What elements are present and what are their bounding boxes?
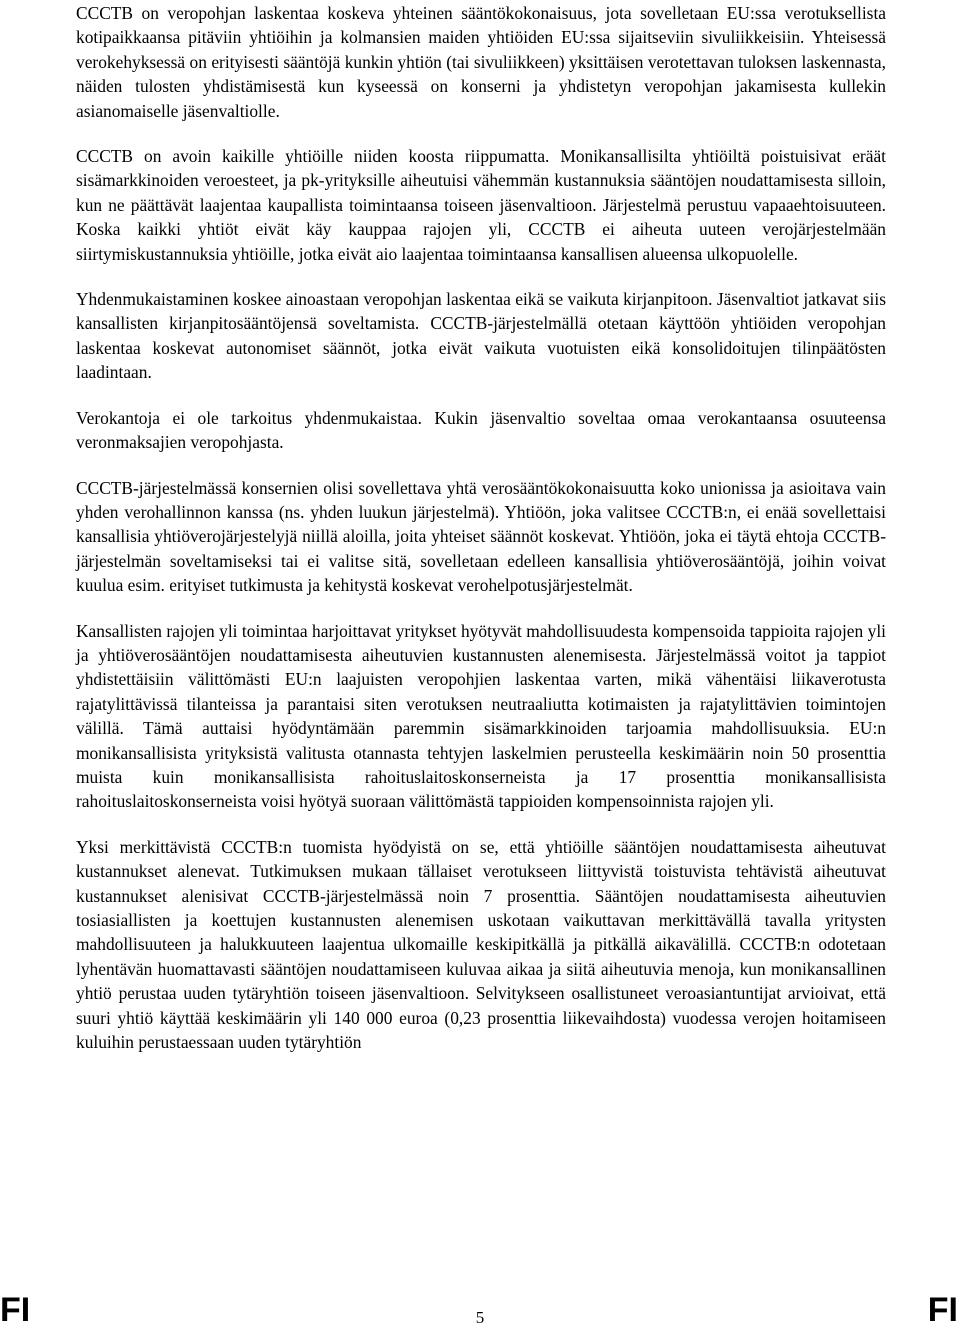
language-code-left: FI: [0, 1291, 31, 1329]
paragraph-7: Yksi merkittävistä CCCTB:n tuomista hyödyistä on se, että yhtiöille sääntöjen noudattamisesta aiheutuvat kustannukset alenevat. Tutkimuksen mukaan tällaiset verotukseen liittyvistä toistuvista tehtävistä aiheutuvat kustannukset alenisivat CCCTB-järjestelmässä noin 7 prosenttia. Sääntöjen noudattamisesta aiheutuvien tosiasiallisten ja koettujen kustannusten alenemisen uskotaan vaikuttavan merkittävällä tavalla yritysten mahdollisuuteen ja halukkuuteen laajentua ulkomaille keskipitkällä ja pitkällä aikavälillä. CCCTB:n odotetaan lyhentävän huomattavasti sääntöjen noudattamiseen kuluvaa aikaa ja siitä aiheutuvia menoja, kun monikansallinen yhtiö perustaa uuden tytäryhtiön toiseen jäsenvaltioon. Selvitykseen osallistuneet veroasiantuntijat arvioivat, että suuri yhtiö käyttää keskimäärin yli 140 000 euroa (0,23 prosenttia liikevaihdosta) vuodessa verojen hoitamiseen kuluihin perustaessaan uuden tytäryhtiön: [76, 836, 886, 1053]
paragraph-4: Verokantoja ei ole tarkoitus yhdenmukaistaa. Kukin jäsenvaltio soveltaa omaa verokantaansa osuuteensa veronmaksajien veropohjasta.: [76, 407, 886, 453]
paragraph-1: CCCTB on veropohjan laskentaa koskeva yhteinen sääntökokonaisuus, jota sovelletaan EU:ssa verotuksellista kotipaikkaansa pitäviin yhtiöihin ja kolmansien maiden yhtiöiden EU:ssa sijaitseviin sivuliikkeisiin. Yhteisessä verokehyksessä on erityisesti sääntöjä kunkin yhtiön (tai sivuliikkeen) yksittäisen verotettavan tuloksen laskennasta, näiden tulosten yhdistämisestä kun kyseessä on konserni ja yhdistetyn veropohjan jakamisesta kullekin asianomaiselle jäsenvaltiolle.: [76, 3, 886, 121]
paragraph-6: Kansallisten rajojen yli toimintaa harjoittavat yritykset hyötyvät mahdollisuudesta kompensoida tappioita rajojen yli ja yhtiöverosääntöjen noudattamisesta aiheutuvien kustannusten alenemisesta. Järjestelmässä voitot ja tappiot yhdistettäisiin välittömästi EU:n laajuisten veropohjien laskentaa varten, mikä vähentäisi liikaverotusta rajatylittävissä tilanteissa ja parantaisi siten verotuksen neutraaliutta kotimaisten ja rajatylittävien toimintojen välillä. Tämä auttaisi hyödyntämään paremmin sisämarkkinoiden tarjoamia mahdollisuuksia. EU:n monikansallisista yrityksistä valitusta otannasta tehtyjen laskelmien perusteella keskimäärin noin 50 prosenttia muista kuin monikansallisista rahoituslaitoskonserneista ja 17 prosenttia monikansallisista rahoituslaitoskonserneista voisi hyötyä suoraan välittömästä tappioiden kompensoinnista rajojen yli.: [76, 620, 886, 812]
paragraph-2: CCCTB on avoin kaikille yhtiöille niiden koosta riippumatta. Monikansallisilta yhtiöiltä poistuisivat eräät sisämarkkinoiden veroesteet, ja pk-yrityksille aiheutuisi vähemmän kustannuksia sääntöjen noudattamisesta silloin, kun ne päättävät laajentaa kaupallista toimintaansa toiseen jäsenvaltioon. Järjestelmä perustuu vapaaehtoisuuteen. Koska kaikki yhtiöt eivät käy kauppaa rajojen yli, CCCTB ei aiheuta uuteen verojärjestelmään siirtymiskustannuksia yhtiöille, jotka eivät aio laajentaa toimintaansa kansallisen alueensa ulkopuolelle.: [76, 146, 886, 264]
page-number: 5: [475, 1308, 485, 1327]
language-code-right: FI: [927, 1291, 958, 1329]
page-footer: [0, 1288, 960, 1328]
paragraph-3: Yhdenmukaistaminen koskee ainoastaan veropohjan laskentaa eikä se vaikuta kirjanpitoon. Jäsenvaltiot jatkavat siis kansallisten kirjanpitosääntöjensä soveltamista. CCCTB-järjestelmällä otetaan käyttöön yhtiöiden veropohjan laskentaa koskevat autonomiset säännöt, jotka eivät vaikuta vuotuisten eikä konsolidoitujen tilinpäätösten laadintaan.: [76, 289, 886, 383]
paragraph-5: CCCTB-järjestelmässä konsernien olisi sovellettava yhtä verosääntökokonaisuutta koko unionissa ja asioitava vain yhden verohallinnon kanssa (ns. yhden luukun järjestelmä). Yhtiöön, joka valitsee CCCTB:n, ei enää sovellettaisi kansallisia yhtiöverojärjestelyjä niillä aloilla, joita yhteiset säännöt koskevat. Yhtiöön, joka ei täytä ehtoja CCCTB-järjestelmän soveltamiseksi tai ei valitse sitä, sovelletaan edelleen kansallisia yhtiöverosääntöjä, joihin voivat kuulua esim. erityiset tutkimusta ja kehitystä koskevat verohelpotusjärjestelmät.: [76, 477, 886, 596]
document-body: [76, 1, 886, 1075]
